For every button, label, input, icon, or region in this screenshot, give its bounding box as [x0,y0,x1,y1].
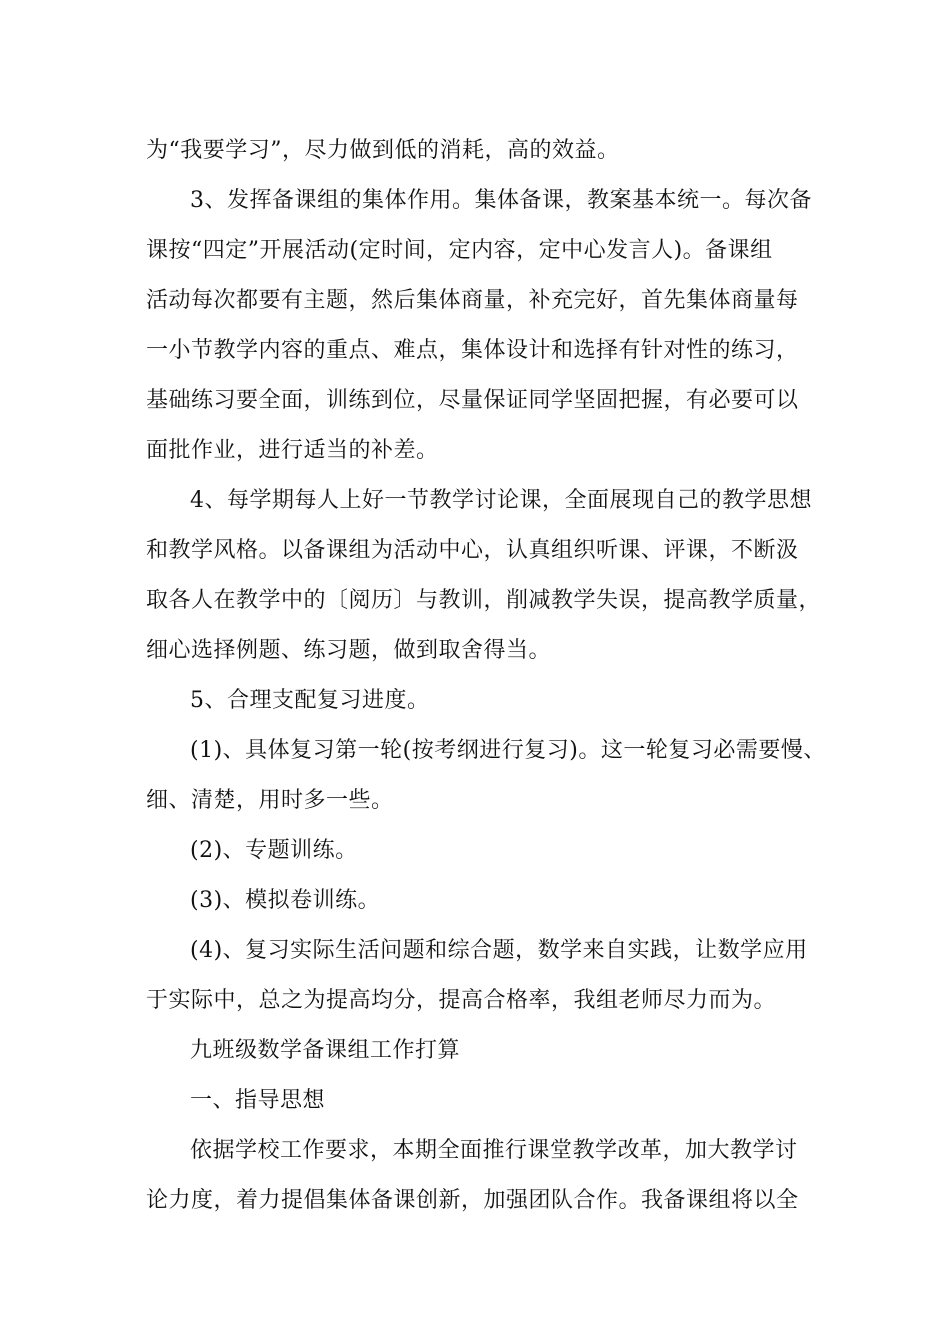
text-line: 基础练习要全面，训练到位，尽量保证同学坚固把握，有必要可以 [146,388,799,413]
text-line: 一小节教学内容的重点、难点，集体设计和选择有针对性的练习， [146,338,799,363]
text-line: (3)、模拟卷训练。 [190,888,381,913]
text-line: (2)、专题训练。 [190,838,358,863]
section-heading: 九班级数学备课组工作打算 [190,1038,461,1063]
text-line: 论力度，着力提倡集体备课创新，加强团队合作。我备课组将以全 [146,1188,799,1213]
text-line: 3、发挥备课组的集体作用。集体备课，教案基本统一。每次备 [190,188,812,213]
text-line: 课按“四定”开展活动(定时间，定内容，定中心发言人)。备课组 [146,238,773,263]
text-line: 细、清楚，用时多一些。 [146,788,394,813]
text-line: 面批作业，进行适当的补差。 [146,438,439,463]
section-heading: 一、指导思想 [190,1088,326,1113]
text-line: 细心选择例题、练习题，做到取舍得当。 [146,638,552,663]
text-line: 依据学校工作要求，本期全面推行课堂教学改革，加大教学讨 [190,1138,798,1163]
text-line: 和教学风格。以备课组为活动中心，认真组织听课、评课，不断汲 [146,538,799,563]
text-line: 取各人在教学中的〔阅历〕与教训，削减教学失误，提高教学质量， [146,588,822,613]
text-line: 活动每次都要有主题，然后集体商量，补充完好，首先集体商量每 [146,288,799,313]
text-line: 4、每学期每人上好一节教学讨论课，全面展现自己的教学思想 [190,488,812,513]
text-line: (4)、复习实际生活问题和综合题，数学来自实践，让数学应用 [190,938,808,963]
text-line: 于实际中，总之为提高均分，提高合格率，我组老师尽力而为。 [146,988,777,1013]
text-line: 为“我要学习”，尽力做到低的消耗，高的效益。 [146,138,620,163]
text-line: (1)、具体复习第一轮(按考纲进行复习)。这一轮复习必需要慢、 [190,738,826,763]
text-line: 5、合理支配复习进度。 [190,688,430,713]
